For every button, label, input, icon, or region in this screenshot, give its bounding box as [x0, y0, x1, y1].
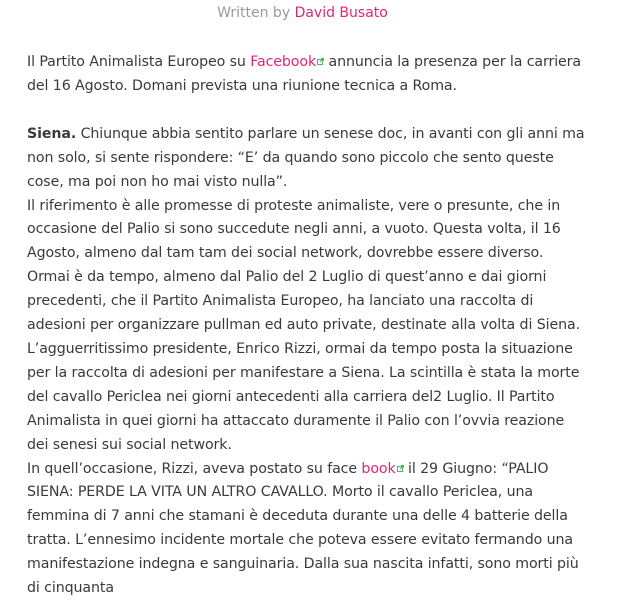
- author-link[interactable]: David Busato: [294, 5, 388, 21]
- body-paragraph-3: L’agguerritissimo presidente, Enrico Rizzi, ormai da tempo posta la situazione per la raccolta di adesioni per manifestare a Siena. La scintilla è stata la morte del cavallo Periclea nei giorni antecedenti alla carriera del2 Luglio. Il Partito Animalista in quei giorni ha attaccato duramente il Palio con l’ovvia reazione dei senesi sui social network.: [27, 340, 580, 453]
- article-content: [27, 51, 587, 601]
- intro-text-after: annuncia la presenza per la carriera del 16 Agosto. Domani prevista una riunione tecnica a Roma.: [27, 54, 582, 94]
- facebook-link-label: Facebook: [250, 54, 317, 70]
- intro-paragraph: [27, 51, 587, 99]
- article-byline: [0, 3, 605, 23]
- facebook-link-2[interactable]: [361, 461, 403, 477]
- body-text-1: Chiunque abbia sentito parlare un senese doc, in avanti con gli anni ma non solo, si sente rispondere: “E’ da quando sono piccolo che sento queste cose, ma poi non ho mai visto nulla”.: [27, 125, 585, 190]
- facebook-link-2-label: book: [361, 460, 396, 477]
- facebook-link[interactable]: [250, 54, 324, 70]
- intro-text-before: Il Partito Animalista Europeo su: [27, 54, 251, 70]
- byline-prefix: Written by: [217, 5, 291, 21]
- body-paragraph-2: Il riferimento è alle promesse di proteste animaliste, vere o presunte, che in occasione del Palio si sono succedute negli anni, a vuoto. Questa volta, il 16 Agosto, almeno dal tam tam dei social network, dovrebbe essere diverso. Ormai è da tempo, almeno dal Palio del 2 Luglio di quest’anno e dai giorni precedenti, che il Partito Animalista Europeo, ha lanciato una raccolta di adesioni per organizzare pullman ed auto private, destinate alla volta di Siena.: [27, 197, 580, 334]
- body-paragraph-1: [27, 123, 587, 195]
- dateline-place: Siena.: [27, 125, 77, 142]
- external-link-icon: [397, 465, 404, 472]
- body-paragraph-4: [27, 458, 587, 601]
- body-text-4-after: il 29 Giugno: “PALIO SIENA: PERDE LA VITA UN ALTRO CAVALLO. Morto il cavallo Periclea, una femmina di 7 anni che stamani è deceduta durante una delle 4 batterie della tratta. L’ennesimo incidente mortale che poteva essere evitato fermando una manifestazione indegna e sanguinaria. Dalla sua nascita infatti, sono morti più di cinquanta: [27, 460, 579, 597]
- body-text-4-before: In quell’occasione, Rizzi, aveva postato su face: [27, 460, 362, 477]
